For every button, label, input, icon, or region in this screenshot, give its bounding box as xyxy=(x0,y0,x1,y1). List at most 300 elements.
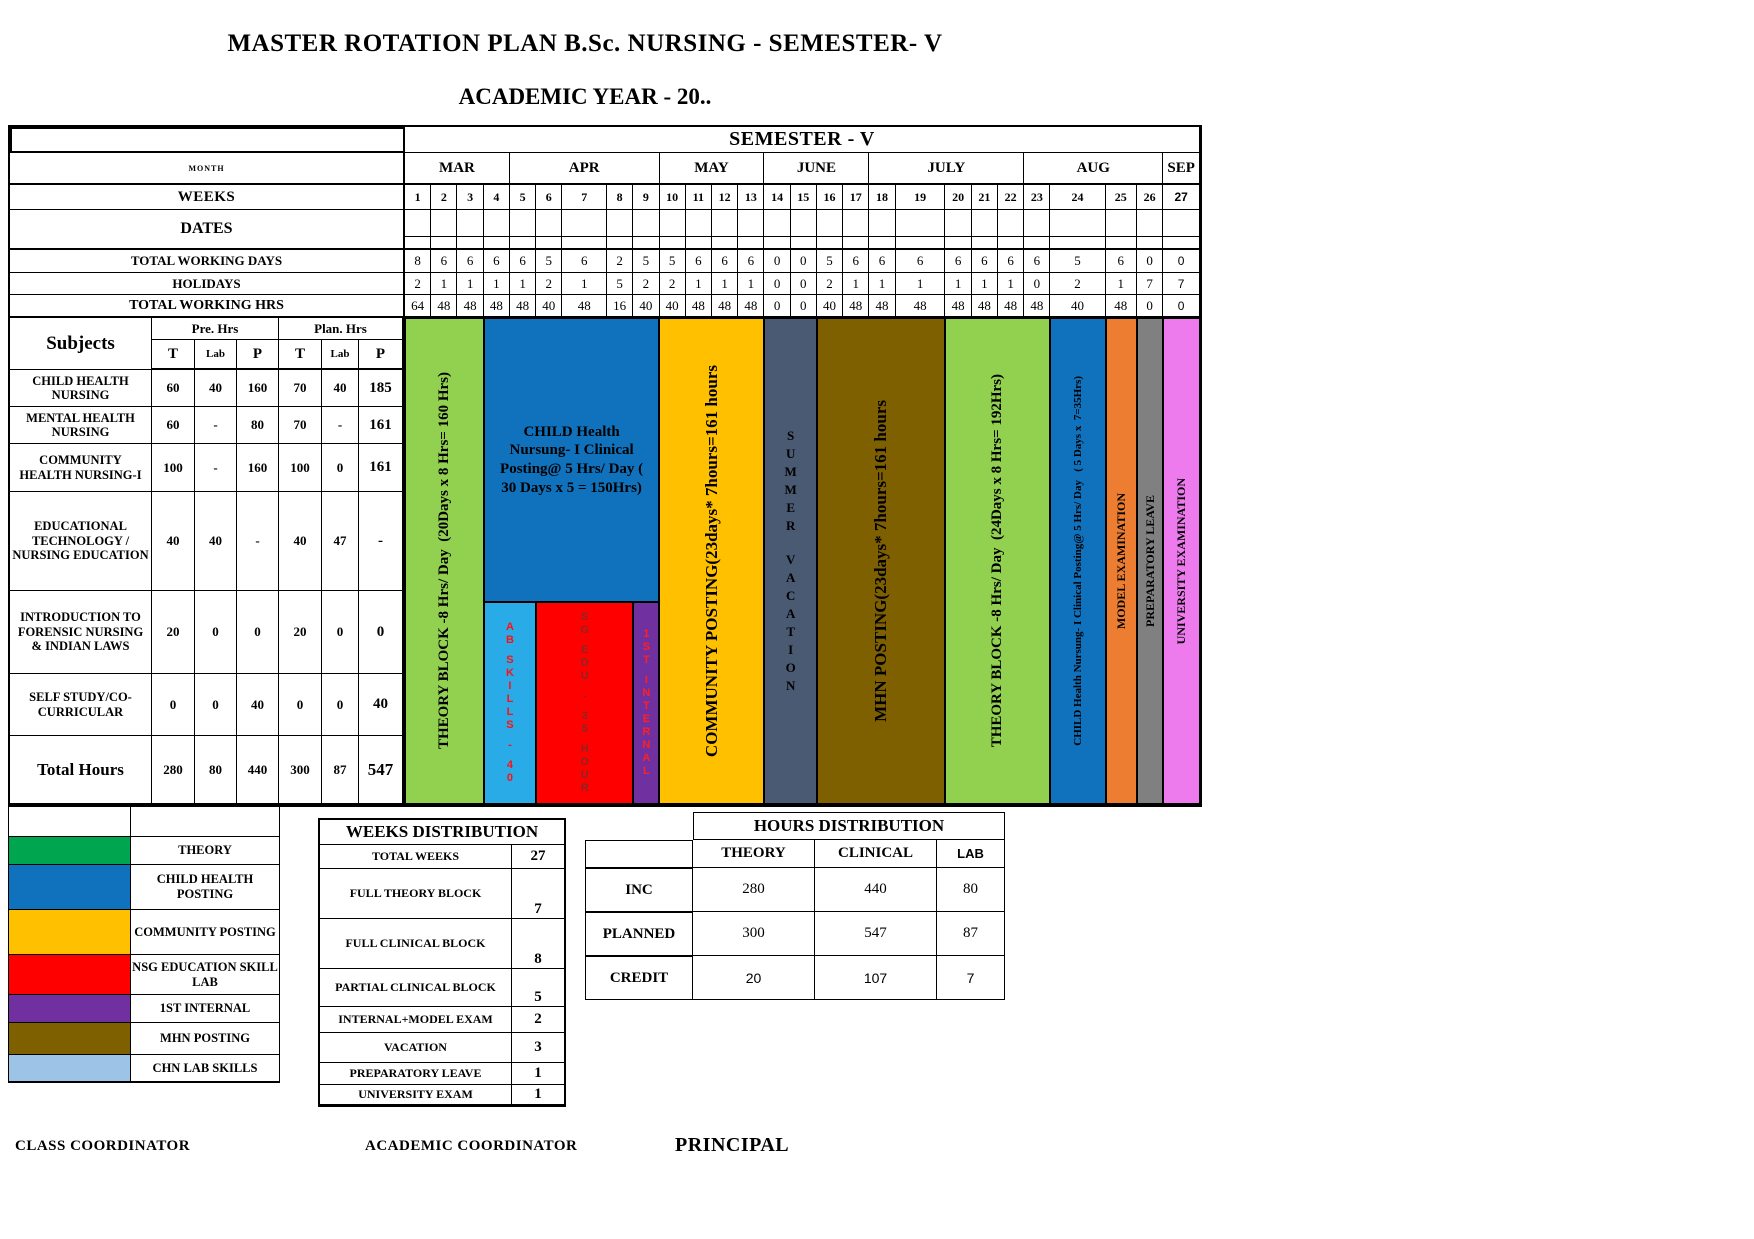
subjects-table xyxy=(10,318,405,805)
hours-value: 547 xyxy=(815,912,937,956)
rotation-chart xyxy=(405,318,1200,805)
weeks-distribution-row xyxy=(320,869,564,919)
week-number-20: 20 xyxy=(945,185,971,210)
week-number-22: 22 xyxy=(998,185,1024,210)
stacked-letter: N xyxy=(642,739,651,751)
hours-distribution-blank-header xyxy=(585,840,693,868)
community-posting-block-label: COMMUNITY POSTING(23days* 7hours=161 hours xyxy=(701,364,721,758)
date-cell xyxy=(431,237,457,250)
holidays-week-25: 1 xyxy=(1106,273,1137,295)
working-days-week-2: 6 xyxy=(431,250,457,273)
university-examination-block-label: UNIVERSITY EXAMINATION xyxy=(1174,477,1189,645)
holidays-week-15: 0 xyxy=(791,273,817,295)
stacked-letter: I xyxy=(788,642,794,657)
mhn-posting-block-label: MHN POSTING(23days* 7hours=161 hours xyxy=(871,400,891,722)
weeks-distribution-value: 1 xyxy=(512,1063,564,1085)
total-hours-value: 280 xyxy=(152,736,195,804)
working-hrs-week-8: 16 xyxy=(607,295,633,318)
subject-value: 40 xyxy=(279,492,322,591)
working-hrs-week-5: 48 xyxy=(510,295,536,318)
summer-vacation-block xyxy=(764,318,816,804)
theory-block-2 xyxy=(945,318,1050,804)
working-hrs-week-3: 48 xyxy=(457,295,483,318)
subject-value: - xyxy=(359,492,403,591)
subject-value: 60 xyxy=(152,407,195,444)
working-days-week-3: 6 xyxy=(457,250,483,273)
holidays-week-6: 2 xyxy=(536,273,562,295)
weeks-distribution-label: PARTIAL CLINICAL BLOCK xyxy=(320,969,512,1007)
stacked-letter: S xyxy=(506,654,514,666)
date-cell xyxy=(869,210,895,237)
subcol-p-plan: P xyxy=(359,340,403,370)
subjects-header: Subjects xyxy=(10,318,152,370)
model-examination-block-label: MODEL EXAMINATION xyxy=(1113,492,1128,630)
subject-name: MENTAL HEALTH NURSING xyxy=(10,407,152,444)
weeks-distribution-title: WEEKS DISTRIBUTION xyxy=(320,820,564,845)
stacked-letter: I xyxy=(644,674,648,686)
working-hrs-week-24: 40 xyxy=(1050,295,1105,318)
working-hrs-label: TOTAL WORKING HRS xyxy=(10,295,405,318)
date-cell xyxy=(484,237,510,250)
chn-lab-skills-block-label xyxy=(506,603,514,803)
weeks-distribution-label: PREPARATORY LEAVE xyxy=(320,1063,512,1085)
stacked-letter: 1 xyxy=(643,628,650,640)
date-cell xyxy=(1106,210,1137,237)
date-cell xyxy=(431,210,457,237)
stacked-letter: E xyxy=(786,500,795,515)
total-hours-value: 300 xyxy=(279,736,322,804)
hours-distribution-title: HOURS DISTRIBUTION xyxy=(693,812,1005,840)
legend-header-row xyxy=(9,807,279,837)
hours-row-label-planned: PLANNED xyxy=(585,912,693,956)
month-aug: AUG xyxy=(1024,153,1163,185)
weeks-distribution-value: 27 xyxy=(512,845,564,869)
holidays-week-13: 1 xyxy=(738,273,764,295)
working-hrs-week-23: 48 xyxy=(1024,295,1050,318)
working-hrs-week-19: 48 xyxy=(896,295,946,318)
date-cell xyxy=(536,237,562,250)
page-subtitle: ACADEMIC YEAR - 20.. xyxy=(458,84,712,109)
week-number-13: 13 xyxy=(738,185,764,210)
date-cell xyxy=(972,210,998,237)
stacked-letter: D xyxy=(580,657,589,669)
week-number-24: 24 xyxy=(1050,185,1105,210)
hours-col-theory: THEORY xyxy=(693,840,815,868)
stacked-letter: L xyxy=(506,706,514,718)
date-cell xyxy=(660,210,686,237)
legend-item xyxy=(9,1055,279,1082)
rotation-table xyxy=(8,125,1202,807)
weeks-distribution-label: UNIVERSITY EXAM xyxy=(320,1085,512,1105)
legend-label: THEORY xyxy=(131,837,279,865)
week-number-19: 19 xyxy=(896,185,946,210)
subject-value: 160 xyxy=(237,370,279,407)
working-days-week-12: 6 xyxy=(712,250,738,273)
subject-value: 100 xyxy=(152,444,195,492)
month-july: JULY xyxy=(869,153,1024,185)
working-days-week-14: 0 xyxy=(764,250,790,273)
subject-value: 0 xyxy=(152,674,195,736)
holidays-week-14: 0 xyxy=(764,273,790,295)
date-cell xyxy=(457,210,483,237)
week-number-8: 8 xyxy=(607,185,633,210)
holidays-week-12: 1 xyxy=(712,273,738,295)
working-days-week-22: 6 xyxy=(998,250,1024,273)
holidays-week-4: 1 xyxy=(484,273,510,295)
holidays-week-2: 1 xyxy=(431,273,457,295)
total-hours-label: Total Hours xyxy=(10,736,152,804)
working-days-week-21: 6 xyxy=(972,250,998,273)
week-number-9: 9 xyxy=(633,185,659,210)
weeks-distribution-value: 5 xyxy=(512,969,564,1007)
date-cell xyxy=(536,210,562,237)
date-cell xyxy=(510,237,536,250)
working-days-week-7: 6 xyxy=(562,250,607,273)
working-days-week-15: 0 xyxy=(791,250,817,273)
child-health-clinical-posting-1 xyxy=(484,318,660,602)
date-cell xyxy=(1050,210,1105,237)
stacked-letter: G xyxy=(580,624,589,636)
holidays-week-16: 2 xyxy=(817,273,843,295)
stacked-letter: A xyxy=(505,621,514,633)
stacked-letter: T xyxy=(643,654,650,666)
subject-value: 0 xyxy=(237,591,279,674)
weeks-distribution-label: FULL THEORY BLOCK xyxy=(320,869,512,919)
subject-value: 47 xyxy=(322,492,359,591)
working-hrs-week-27: 0 xyxy=(1163,295,1200,318)
class-coordinator-label: CLASS COORDINATOR xyxy=(15,1138,191,1154)
first-internal-block-label xyxy=(642,603,650,803)
date-cell xyxy=(1024,210,1050,237)
weeks-distribution-row xyxy=(320,919,564,969)
subject-name: INTRODUCTION TO FORENSIC NURSING & INDIAN LAWS xyxy=(10,591,152,674)
subject-value: 70 xyxy=(279,407,322,444)
weeks-distribution-label: TOTAL WEEKS xyxy=(320,845,512,869)
stacked-letter: R xyxy=(785,518,796,533)
date-cell xyxy=(1137,210,1163,237)
subject-value: 40 xyxy=(195,492,237,591)
subject-value: 0 xyxy=(279,674,322,736)
working-hrs-week-21: 48 xyxy=(972,295,998,318)
subject-value: 161 xyxy=(359,407,403,444)
holidays-week-21: 1 xyxy=(972,273,998,295)
week-number-14: 14 xyxy=(764,185,790,210)
dates-row-label: DATES xyxy=(10,210,405,250)
holidays-week-17: 1 xyxy=(843,273,869,295)
stacked-letter: A xyxy=(785,570,796,585)
subject-value: 20 xyxy=(152,591,195,674)
working-days-week-17: 6 xyxy=(843,250,869,273)
week-number-10: 10 xyxy=(660,185,686,210)
date-cell xyxy=(896,210,946,237)
holidays-week-26: 7 xyxy=(1137,273,1163,295)
subject-value: 70 xyxy=(279,370,322,407)
weeks-distribution-value: 3 xyxy=(512,1033,564,1063)
week-number-16: 16 xyxy=(817,185,843,210)
hours-value: 440 xyxy=(815,868,937,912)
holidays-week-11: 1 xyxy=(686,273,712,295)
holidays-week-19: 1 xyxy=(896,273,946,295)
stacked-letter: L xyxy=(506,693,514,705)
working-hrs-week-9: 40 xyxy=(633,295,659,318)
weeks-distribution-label: INTERNAL+MODEL EXAM xyxy=(320,1007,512,1033)
date-cell xyxy=(712,210,738,237)
holidays-week-27: 7 xyxy=(1163,273,1200,295)
holidays-week-5: 1 xyxy=(510,273,536,295)
date-cell xyxy=(633,237,659,250)
date-cell xyxy=(607,210,633,237)
subject-value: 0 xyxy=(322,674,359,736)
holidays-week-8: 5 xyxy=(607,273,633,295)
weeks-distribution-label: FULL CLINICAL BLOCK xyxy=(320,919,512,969)
stacked-letter: T xyxy=(643,700,650,712)
stacked-letter: U xyxy=(580,769,589,781)
working-days-week-1: 8 xyxy=(405,250,431,273)
corner-cell xyxy=(10,127,405,153)
hours-distribution-corner xyxy=(585,812,693,840)
subject-name: EDUCATIONAL TECHNOLOGY / NURSING EDUCATION xyxy=(10,492,152,591)
date-cell xyxy=(562,210,607,237)
first-internal-block xyxy=(633,602,659,804)
working-hrs-week-18: 48 xyxy=(869,295,895,318)
working-hrs-week-17: 48 xyxy=(843,295,869,318)
holidays-week-7: 1 xyxy=(562,273,607,295)
date-cell xyxy=(712,237,738,250)
weeks-distribution-value: 8 xyxy=(512,919,564,969)
stacked-letter: 4 xyxy=(506,759,513,771)
date-cell xyxy=(633,210,659,237)
legend-swatch xyxy=(9,910,131,955)
stacked-letter: U xyxy=(580,670,589,682)
holidays-week-22: 1 xyxy=(998,273,1024,295)
week-number-7: 7 xyxy=(562,185,607,210)
subject-value: 0 xyxy=(322,444,359,492)
working-hrs-week-16: 40 xyxy=(817,295,843,318)
week-number-11: 11 xyxy=(686,185,712,210)
month-may: MAY xyxy=(660,153,765,185)
subject-value: 161 xyxy=(359,444,403,492)
total-hours-value: 87 xyxy=(322,736,359,804)
holidays-week-23: 0 xyxy=(1024,273,1050,295)
date-cell xyxy=(791,210,817,237)
theory-block-1 xyxy=(405,318,484,804)
stacked-letter: R xyxy=(642,726,651,738)
stacked-letter: A xyxy=(785,606,796,621)
hours-value: 300 xyxy=(693,912,815,956)
nsg-education-skill-lab-block-label xyxy=(580,603,589,803)
weeks-distribution-value: 1 xyxy=(512,1085,564,1105)
academic-coordinator-label: ACADEMIC COORDINATOR xyxy=(365,1138,578,1154)
subcol-lab-pre: Lab xyxy=(195,340,237,370)
week-number-2: 2 xyxy=(431,185,457,210)
stacked-letter: T xyxy=(786,624,795,639)
stacked-letter: S xyxy=(787,428,795,443)
date-cell xyxy=(686,210,712,237)
working-days-week-10: 5 xyxy=(660,250,686,273)
date-cell xyxy=(817,237,843,250)
subject-value: 0 xyxy=(322,591,359,674)
date-cell xyxy=(660,237,686,250)
principal-label: PRINCIPAL xyxy=(675,1134,790,1156)
theory-block-2-label: THEORY BLOCK -8 Hrs/ Day (24Days x 8 Hrs= 192Hrs) xyxy=(989,374,1006,748)
subject-value: - xyxy=(237,492,279,591)
stacked-letter: O xyxy=(580,756,589,768)
weeks-distribution-row xyxy=(320,969,564,1007)
legend-swatch xyxy=(9,1023,131,1055)
date-cell xyxy=(869,237,895,250)
stacked-letter: M xyxy=(784,464,797,479)
hours-distribution-table xyxy=(585,812,1005,1000)
working-hrs-week-7: 48 xyxy=(562,295,607,318)
stacked-letter: V xyxy=(785,552,796,567)
date-cell xyxy=(1163,237,1200,250)
working-hrs-week-6: 40 xyxy=(536,295,562,318)
date-cell xyxy=(791,237,817,250)
working-hrs-week-1: 64 xyxy=(405,295,431,318)
working-days-week-19: 6 xyxy=(896,250,946,273)
semester-header: SEMESTER - V xyxy=(405,127,1200,153)
date-cell xyxy=(510,210,536,237)
working-hrs-week-25: 48 xyxy=(1106,295,1137,318)
stacked-letter: N xyxy=(785,678,796,693)
subject-value: 40 xyxy=(322,370,359,407)
stacked-letter: S xyxy=(581,611,589,623)
plan-hrs-header: Plan. Hrs xyxy=(279,318,403,340)
legend-swatch xyxy=(9,955,131,995)
month-row-label: MONTH xyxy=(10,153,405,185)
stacked-letter: E xyxy=(581,644,589,656)
date-cell xyxy=(817,210,843,237)
child-health-clinical-posting-1-label: CHILD Health Nursung- I Clinical Posting@ 5 Hrs/ Day ( 30 Days x 5 = 150Hrs) xyxy=(500,423,644,496)
month-apr: APR xyxy=(510,153,660,185)
theory-block-1-label: THEORY BLOCK -8 Hrs/ Day (20Days x 8 Hrs= 160 Hrs) xyxy=(435,372,452,750)
working-days-week-5: 6 xyxy=(510,250,536,273)
weeks-distribution-row xyxy=(320,1085,564,1105)
subcol-t-plan: T xyxy=(279,340,322,370)
subject-value: 20 xyxy=(279,591,322,674)
chn-lab-skills-block xyxy=(484,602,536,804)
holidays-week-9: 2 xyxy=(633,273,659,295)
date-cell xyxy=(607,237,633,250)
legend-swatch-empty xyxy=(9,807,131,837)
holidays-week-1: 2 xyxy=(405,273,431,295)
legend-swatch xyxy=(9,1055,131,1082)
chart-grid xyxy=(405,318,1200,804)
working-hrs-week-2: 48 xyxy=(431,295,457,318)
week-number-26: 26 xyxy=(1137,185,1163,210)
subject-name: SELF STUDY/CO-CURRICULAR xyxy=(10,674,152,736)
week-number-6: 6 xyxy=(536,185,562,210)
stacked-letter: L xyxy=(643,765,650,777)
color-legend xyxy=(8,806,280,1083)
stacked-letter: S xyxy=(506,719,514,731)
weeks-distribution-label: VACATION xyxy=(320,1033,512,1063)
week-number-1: 1 xyxy=(405,185,431,210)
holidays-week-18: 1 xyxy=(869,273,895,295)
holidays-week-10: 2 xyxy=(660,273,686,295)
subject-value: - xyxy=(322,407,359,444)
legend-item xyxy=(9,865,279,910)
week-number-5: 5 xyxy=(510,185,536,210)
stacked-letter: R xyxy=(580,782,589,794)
date-cell xyxy=(457,237,483,250)
date-cell xyxy=(1106,237,1137,250)
date-cell xyxy=(1163,210,1200,237)
legend-label xyxy=(131,807,279,837)
subject-value: 60 xyxy=(152,370,195,407)
stacked-letter: - xyxy=(582,690,587,702)
weeks-distribution-row xyxy=(320,1033,564,1063)
working-days-week-20: 6 xyxy=(945,250,971,273)
holidays-week-24: 2 xyxy=(1050,273,1105,295)
subcol-lab-plan: Lab xyxy=(322,340,359,370)
holidays-week-3: 1 xyxy=(457,273,483,295)
date-cell xyxy=(1137,237,1163,250)
date-cell xyxy=(738,237,764,250)
date-cell xyxy=(686,237,712,250)
hours-col-lab: LAB xyxy=(937,840,1005,868)
hours-col-clinical: CLINICAL xyxy=(815,840,937,868)
week-number-4: 4 xyxy=(484,185,510,210)
working-days-week-9: 5 xyxy=(633,250,659,273)
hours-row-label-credit: CREDIT xyxy=(585,956,693,1000)
total-hours-value: 547 xyxy=(359,736,403,804)
week-number-18: 18 xyxy=(869,185,895,210)
legend-swatch xyxy=(9,865,131,910)
stacked-letter: B xyxy=(505,634,514,646)
week-number-15: 15 xyxy=(791,185,817,210)
date-cell xyxy=(405,237,431,250)
nsg-education-skill-lab-block xyxy=(536,602,633,804)
date-cell xyxy=(945,237,971,250)
total-hours-value: 80 xyxy=(195,736,237,804)
legend-label: CHN LAB SKILLS xyxy=(131,1055,279,1082)
legend-label: NSG EDUCATION SKILL LAB xyxy=(131,955,279,995)
stacked-letter: 5 xyxy=(581,723,588,735)
mhn-posting-block xyxy=(817,318,946,804)
week-number-3: 3 xyxy=(457,185,483,210)
working-hrs-week-4: 48 xyxy=(484,295,510,318)
subject-value: 40 xyxy=(237,674,279,736)
date-cell xyxy=(764,237,790,250)
month-sep: SEP xyxy=(1163,153,1200,185)
working-hrs-week-12: 48 xyxy=(712,295,738,318)
community-posting-block xyxy=(659,318,764,804)
subject-value: - xyxy=(195,444,237,492)
subject-value: - xyxy=(195,407,237,444)
working-days-week-11: 6 xyxy=(686,250,712,273)
working-days-week-4: 6 xyxy=(484,250,510,273)
model-examination-block xyxy=(1106,318,1137,804)
stacked-letter: K xyxy=(505,667,514,679)
weeks-distribution-row xyxy=(320,845,564,869)
subject-value: 40 xyxy=(359,674,403,736)
working-hrs-week-11: 48 xyxy=(686,295,712,318)
page-title: MASTER ROTATION PLAN B.Sc. NURSING - SEMESTER- V xyxy=(227,30,943,57)
stacked-letter: I xyxy=(508,680,512,692)
child-health-clinical-posting-2 xyxy=(1050,318,1105,804)
date-cell xyxy=(1050,237,1105,250)
stacked-letter: C xyxy=(785,588,796,603)
working-hrs-week-22: 48 xyxy=(998,295,1024,318)
working-hrs-week-20: 48 xyxy=(945,295,971,318)
legend-item xyxy=(9,910,279,955)
legend-item xyxy=(9,955,279,995)
child-health-clinical-posting-2-label: CHILD Health Nursung- I Clinical Posting@ 5 Hrs/ Day ( 5 Days x 7=35Hrs) xyxy=(1071,376,1084,746)
hours-value: 7 xyxy=(937,956,1005,1000)
date-cell xyxy=(945,210,971,237)
hours-value: 80 xyxy=(937,868,1005,912)
